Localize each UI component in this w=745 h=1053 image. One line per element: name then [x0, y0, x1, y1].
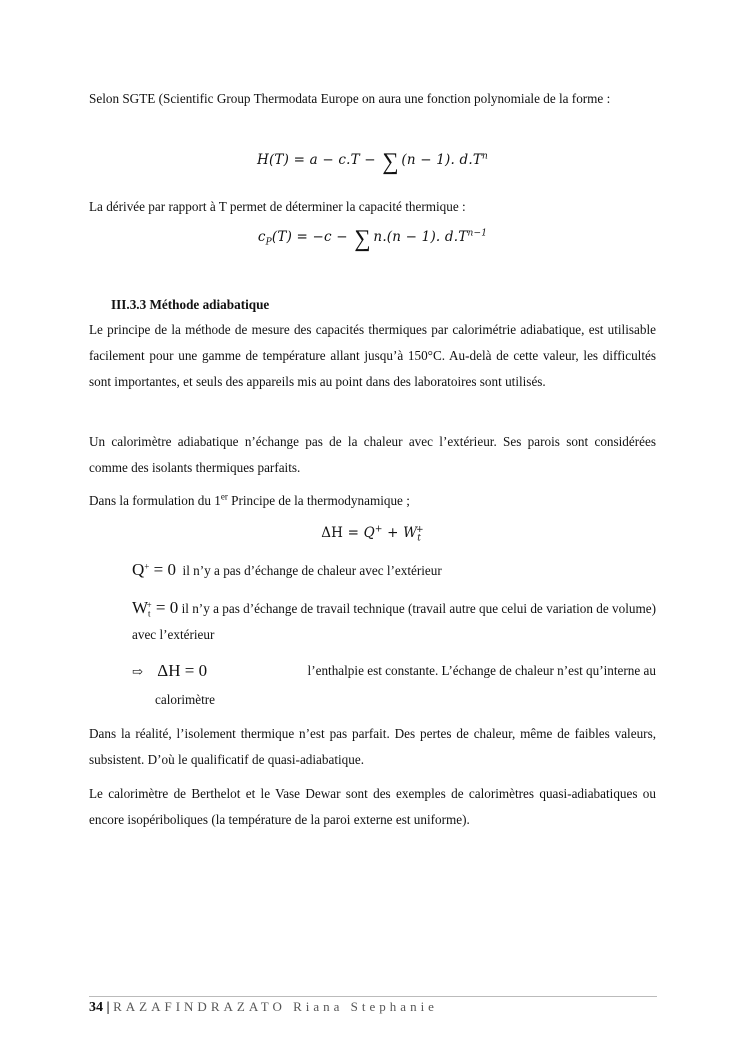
first-principle-text-b: Principe de la thermodynamique ;	[227, 493, 410, 508]
condition-w	[132, 595, 656, 648]
w-sup: +	[146, 599, 152, 610]
page-footer	[89, 999, 438, 1016]
section-heading: III.3.3 Méthode adiabatique	[111, 297, 270, 312]
heat-capacity-equation	[89, 226, 656, 253]
right-arrow-icon: ⇨	[132, 664, 143, 679]
method-paragraph: Le principe de la méthode de mesure des capacités thermiques par calorimétrie adiabatique, est utilisable facilement pour une gamme de température allant jusqu’à 150°C. Au-delà de cette valeur, les difficultés sont importantes, et seuls des appareils mis au point dans des laboratoires sont utilisés.	[89, 322, 656, 389]
eq-2-sub: P	[265, 237, 272, 248]
page-number: 34	[89, 1000, 103, 1015]
q-equals: = 0	[149, 560, 176, 579]
calorimeter-paragraph: Un calorimètre adiabatique n’échange pas de la chaleur avec l’extérieur. Ses parois sont considérées comme des isolants thermiques parfaits.	[89, 434, 656, 475]
footer-divider	[89, 996, 657, 997]
w-sub: t	[148, 608, 151, 619]
eq-1-exponent: n	[482, 151, 489, 162]
derivative-paragraph: La dérivée par rapport à T permet de déterminer la capacité thermique :	[89, 199, 466, 214]
conclusion-line-1	[132, 657, 656, 686]
eq-2-left: (T) = −c −	[271, 229, 353, 245]
intro-paragraph: Selon SGTE (Scientific Group Thermodata Europe on aura une fonction polynomiale de la forme :	[89, 91, 611, 106]
sum-sign-2: ∑	[354, 226, 371, 252]
eq-2-exponent: n−1	[467, 228, 488, 239]
q-sup: +	[144, 561, 150, 572]
footer-separator: |	[106, 1000, 110, 1015]
eq-1-left: H(T) = a − c.T −	[256, 152, 381, 168]
eq-2-right: n.(n − 1). d.T	[373, 229, 468, 245]
q-symbol: Q	[132, 560, 145, 579]
enthalpy-text: l’enthalpie est constante. L’échange de chaleur n’est qu’interne au	[307, 663, 656, 678]
enthalpy-equation	[89, 149, 656, 176]
w-equals: = 0	[151, 598, 179, 617]
first-principle-paragraph	[89, 488, 656, 514]
eq-3-w-sub: t	[417, 533, 422, 544]
first-principle-text-a: Dans la formulation du 1	[89, 493, 221, 508]
sum-sign: ∑	[382, 149, 399, 175]
delta-h-equation	[89, 524, 656, 544]
w-symbol: W	[132, 598, 149, 617]
conclusion-bullet	[132, 657, 656, 714]
condition-q	[132, 557, 656, 584]
reality-paragraph: Dans la réalité, l’isolement thermique n’est pas parfait. Des pertes de chaleur, même de faibles valeurs, subsistent. D’où le qualificatif de quasi-adiabatique.	[89, 726, 656, 767]
enthalpy-text-cont: calorimètre	[155, 692, 216, 707]
eq-3-q: Q	[363, 525, 375, 541]
eq-3-mid: +	[382, 525, 404, 541]
eq-3-left: ΔH =	[321, 525, 364, 541]
eq-3-w-sup: +	[416, 524, 424, 535]
w-description: il n’y a pas d’échange de travail technique (travail autre que celui de variation de volume) avec l’extérieur	[132, 601, 656, 642]
eq-2-c: c	[257, 229, 266, 245]
delta-h-zero: ΔH = 0	[157, 661, 208, 680]
first-principle-sup: er	[220, 491, 228, 502]
eq-1-right: (n − 1). d.T	[401, 152, 483, 168]
examples-paragraph: Le calorimètre de Berthelot et le Vase Dewar sont des exemples de calorimètres quasi-adiabatiques ou encore isopériboliques (la température de la paroi externe est uniforme).	[89, 786, 656, 827]
footer-author: RAZAFINDRAZATO Riana Stephanie	[113, 999, 438, 1014]
eq-3-q-sup: +	[374, 524, 383, 535]
eq-3-w: W	[403, 525, 418, 541]
q-description: il n’y a pas d’échange de chaleur avec l’extérieur	[182, 563, 442, 578]
